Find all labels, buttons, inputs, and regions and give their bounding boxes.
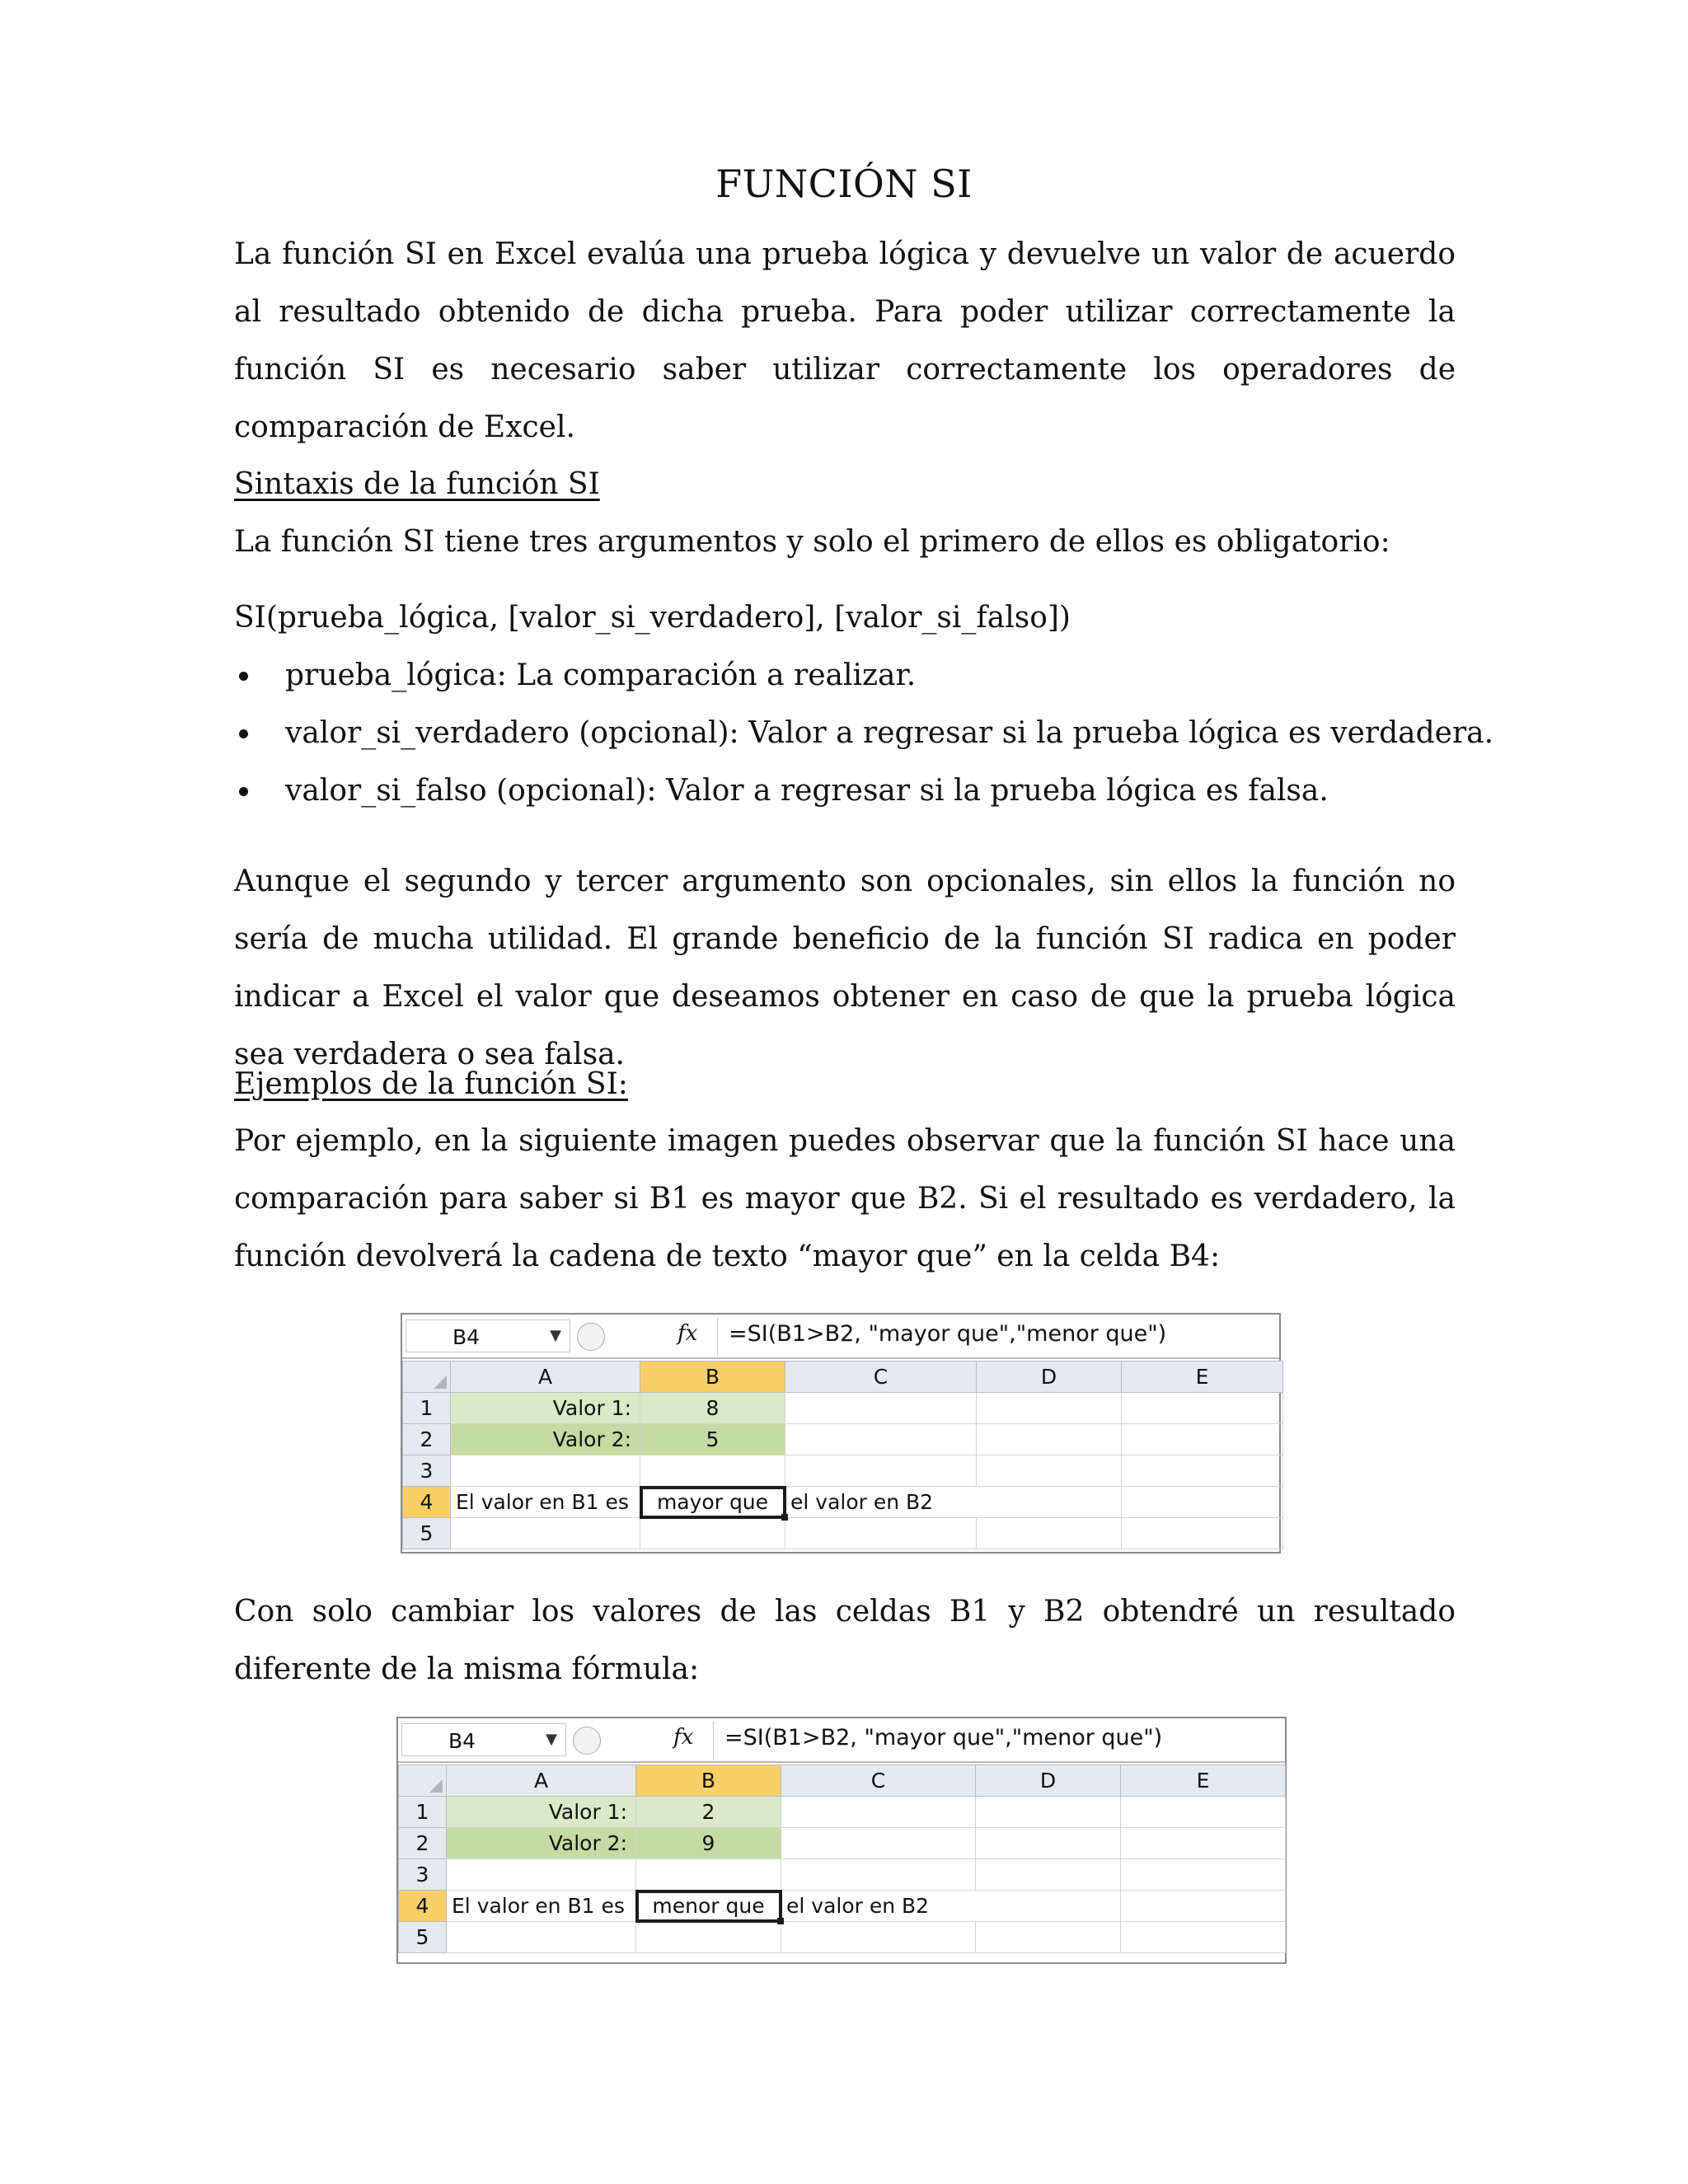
active-cell-b4[interactable]: menor que [636,1891,781,1922]
select-all-corner[interactable] [399,1765,447,1797]
column-header-a[interactable]: A [451,1361,640,1393]
cell[interactable] [1121,1922,1286,1953]
bullet-icon [239,672,248,681]
table-row [399,1859,1286,1891]
cell-a1[interactable]: Valor 1: [447,1797,636,1828]
formula-text[interactable]: =SI(B1>B2, "mayor que","menor que") [729,1321,1167,1347]
row-header[interactable]: 2 [403,1424,451,1455]
cell[interactable] [785,1424,977,1455]
column-header-b[interactable]: B [640,1361,785,1393]
cell[interactable] [785,1518,977,1549]
scroll-circle-icon [573,1727,601,1755]
intro-paragraph: La función SI en Excel evalúa una prueba lógica y devuelve un valor de acuerdo al resultado obtenido de dicha prueba. Para poder utilizar correctamente la función SI es necesario saber utilizar correctamente los operadores de comparación de Excel. [234,237,1456,444]
list-item: valor_si_verdadero (opcional): Valor a regresar si la prueba lógica es verdadera. [234,713,1470,771]
column-header-d[interactable]: D [976,1765,1121,1797]
cell[interactable] [447,1859,636,1891]
table-row [403,1424,1283,1455]
cell[interactable] [636,1922,781,1953]
cell[interactable] [1122,1393,1283,1424]
cell-a1[interactable]: Valor 1: [451,1393,640,1424]
cell[interactable] [977,1455,1122,1487]
cell[interactable] [451,1455,640,1487]
table-row [403,1455,1283,1487]
cell-a2[interactable]: Valor 2: [447,1828,636,1859]
cell[interactable] [1121,1859,1286,1891]
column-header-c[interactable]: C [785,1361,977,1393]
cell[interactable] [976,1828,1121,1859]
cell[interactable] [1122,1487,1283,1518]
cell-b2[interactable]: 9 [636,1828,781,1859]
cell[interactable] [1122,1424,1283,1455]
table-row [399,1828,1286,1859]
table-row [403,1393,1283,1424]
table-row [399,1891,1286,1922]
row-header[interactable]: 5 [399,1922,447,1953]
name-box[interactable]: B4 ▼ [401,1723,566,1756]
excel-screenshot-1 [401,1313,1281,1554]
name-box[interactable]: B4 ▼ [406,1319,570,1352]
column-header-c[interactable]: C [781,1765,976,1797]
cell-a4[interactable]: El valor en B1 es [447,1891,636,1922]
cell[interactable] [781,1797,976,1828]
fx-icon: fx [678,1321,698,1346]
change-values-paragraph: Con solo cambiar los valores de las celdas B1 y B2 obtendré un resultado diferente de la misma fórmula: [234,1595,1456,1686]
cell[interactable] [977,1424,1122,1455]
cell[interactable] [1121,1797,1286,1828]
row-header[interactable]: 5 [403,1518,451,1549]
cell[interactable] [1122,1518,1283,1549]
cell[interactable] [636,1859,781,1891]
list-item: valor_si_falso (opcional): Valor a regresar si la prueba lógica es falsa. [234,771,1470,828]
cell-b1[interactable]: 2 [636,1797,781,1828]
row-header[interactable]: 1 [403,1393,451,1424]
scroll-circle-icon [577,1323,605,1351]
row-header[interactable]: 4 [403,1487,451,1518]
cell[interactable] [976,1922,1121,1953]
cell[interactable] [976,1797,1121,1828]
bullet-icon [239,729,248,738]
row-header[interactable]: 2 [399,1828,447,1859]
active-cell-b4[interactable]: mayor que [640,1487,785,1518]
formula-text[interactable]: =SI(B1>B2, "mayor que","menor que") [724,1725,1163,1750]
optional-arguments-paragraph: Aunque el segundo y tercer argumento son opcionales, sin ellos la función no sería de mucha utilidad. El grande beneficio de la función SI radica en poder indicar a Excel el valor que deseamos obtener en caso de que la prueba lógica sea verdadera o sea falsa. [234,865,1456,1071]
table-row [403,1487,1283,1518]
table-row [399,1797,1286,1828]
column-header-a[interactable]: A [447,1765,636,1797]
cell[interactable] [781,1859,976,1891]
select-all-corner[interactable] [403,1361,451,1393]
column-header-e[interactable]: E [1122,1361,1283,1393]
formula-bar [398,1718,1285,1763]
cell[interactable] [640,1455,785,1487]
cell-b2[interactable]: 5 [640,1424,785,1455]
cell[interactable] [451,1518,640,1549]
sheet-grid [398,1765,1285,1962]
cell[interactable] [781,1828,976,1859]
column-header-b[interactable]: B [636,1765,781,1797]
cell[interactable] [977,1518,1122,1549]
row-header[interactable]: 3 [403,1455,451,1487]
cell[interactable] [781,1922,976,1953]
chevron-down-icon: ▼ [546,1731,557,1748]
formula-bar [402,1315,1279,1359]
row-header[interactable]: 3 [399,1859,447,1891]
cell[interactable] [640,1518,785,1549]
syntax-intro: La función SI tiene tres argumentos y solo el primero de ellos es obligatorio: [234,525,1390,559]
cell[interactable] [785,1455,977,1487]
cell-a4[interactable]: El valor en B1 es [451,1487,640,1518]
document-title: FUNCIÓN SI [715,162,973,206]
cell[interactable] [976,1891,1121,1922]
fx-icon: fx [673,1725,694,1750]
list-item: prueba_lógica: La comparación a realizar. [234,655,1470,713]
column-header-e[interactable]: E [1121,1765,1286,1797]
row-header[interactable]: 1 [399,1797,447,1828]
cell-c4[interactable]: el valor en B2 [781,1891,976,1922]
column-header-d[interactable]: D [977,1361,1122,1393]
example-paragraph: Por ejemplo, en la siguiente imagen puedes observar que la función SI hace una comparación para saber si B1 es mayor que B2. Si el resultado es verdadero, la función devolverá la cadena de texto “mayor que” en la celda B4: [234,1124,1456,1273]
syntax-formula: SI(prueba_lógica, [valor_si_verdadero], [valor_si_falso]) [234,601,1071,635]
excel-screenshot-2 [396,1717,1287,1964]
cell[interactable] [1121,1891,1286,1922]
cell[interactable] [1122,1455,1283,1487]
arguments-list [234,655,1494,828]
syntax-heading: Sintaxis de la función SI [234,467,600,501]
table-row [403,1518,1283,1549]
cell[interactable] [977,1393,1122,1424]
table-row [399,1922,1286,1953]
chevron-down-icon: ▼ [550,1327,561,1344]
cell-c4[interactable]: el valor en B2 [785,1487,977,1518]
row-header[interactable]: 4 [399,1891,447,1922]
cell[interactable] [977,1487,1122,1518]
cell[interactable] [1121,1828,1286,1859]
cell[interactable] [447,1922,636,1953]
examples-heading: Ejemplos de la función SI: [234,1067,628,1101]
cell[interactable] [976,1859,1121,1891]
bullet-icon [239,787,248,796]
cell-a2[interactable]: Valor 2: [451,1424,640,1455]
cell[interactable] [785,1393,977,1424]
sheet-grid [402,1361,1279,1552]
cell-b1[interactable]: 8 [640,1393,785,1424]
